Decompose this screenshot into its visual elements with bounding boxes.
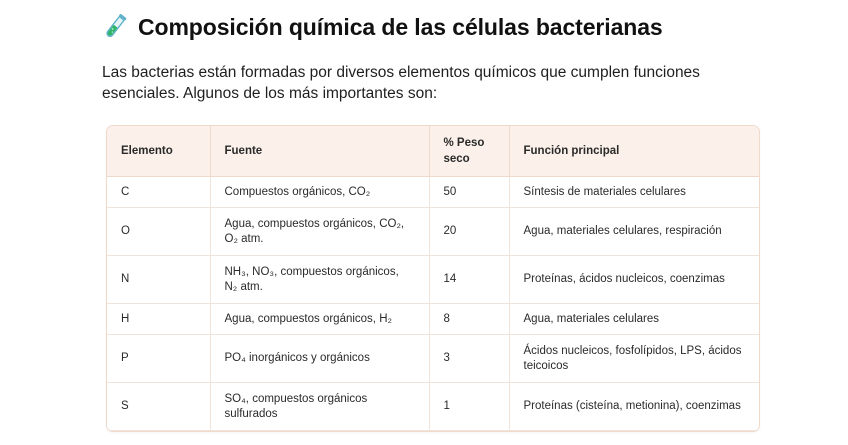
cell-element: N (107, 256, 210, 304)
table-row (107, 256, 759, 304)
cell-element: S (107, 383, 210, 431)
test-tube-icon (102, 12, 128, 42)
cell-function: Proteínas (cisteína, metionina), coenzimas (509, 383, 759, 431)
composition-table-container (106, 125, 760, 432)
column-header-function: Función principal (509, 126, 759, 177)
cell-source: NH₃, NO₃, compuestos orgánicos, N₂ atm. (210, 256, 429, 304)
cell-dry-weight: 20 (429, 208, 509, 256)
cell-function: Agua, materiales celulares, respiración (509, 208, 759, 256)
table-header-row (107, 126, 759, 177)
cell-source: Agua, compuestos orgánicos, H₂ (210, 304, 429, 335)
cell-element: P (107, 335, 210, 383)
cell-source: Compuestos orgánicos, CO₂ (210, 177, 429, 208)
cell-dry-weight: 8 (429, 304, 509, 335)
cell-dry-weight: 1 (429, 383, 509, 431)
cell-element: O (107, 208, 210, 256)
composition-table (107, 126, 759, 431)
cell-element: H (107, 304, 210, 335)
page-title: Composición química de las células bacterianas (138, 13, 663, 40)
cell-source: PO₄ inorgánicos y orgánicos (210, 335, 429, 383)
table-row (107, 177, 759, 208)
cell-dry-weight: 3 (429, 335, 509, 383)
cell-source: Agua, compuestos orgánicos, CO₂, O₂ atm. (210, 208, 429, 256)
cell-function: Agua, materiales celulares (509, 304, 759, 335)
table-row (107, 335, 759, 383)
column-header-source: Fuente (210, 126, 429, 177)
cell-dry-weight: 14 (429, 256, 509, 304)
column-header-dry-weight: % Peso seco (429, 126, 509, 177)
cell-dry-weight: 50 (429, 177, 509, 208)
table-row (107, 208, 759, 256)
column-header-element: Elemento (107, 126, 210, 177)
cell-element: C (107, 177, 210, 208)
cell-source: SO₄, compuestos orgánicos sulfurados (210, 383, 429, 431)
intro-paragraph: Las bacterias están formadas por diversos elementos químicos que cumplen funciones esenciales. Algunos de los más importantes son: (102, 64, 700, 102)
cell-function: Síntesis de materiales celulares (509, 177, 759, 208)
cell-function: Ácidos nucleicos, fosfolípidos, LPS, ácidos teicoicos (509, 335, 759, 383)
table-row (107, 304, 759, 335)
table-row (107, 383, 759, 431)
cell-function: Proteínas, ácidos nucleicos, coenzimas (509, 256, 759, 304)
section-heading (102, 12, 663, 42)
